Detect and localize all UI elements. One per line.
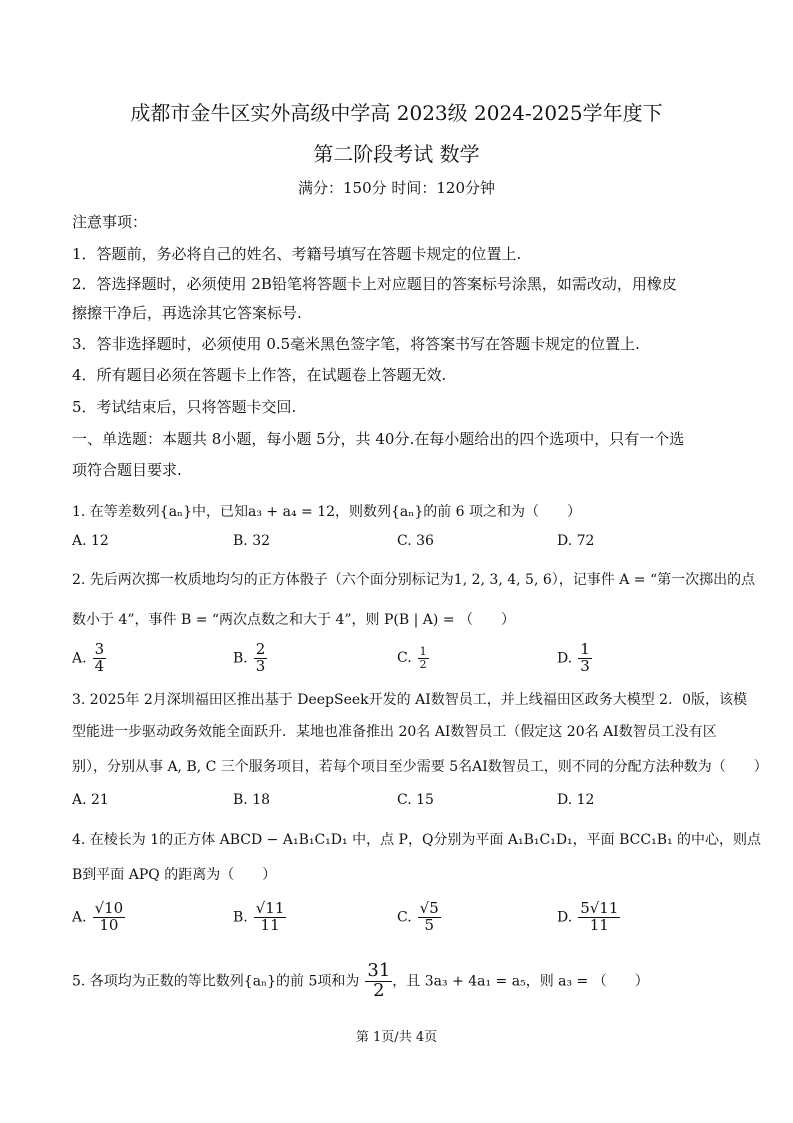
question-5-stem-part-2: ，且 3a₃ + 4a₁ = a₅，则 a₃ = （ ） [392, 973, 649, 990]
note-item: 2．答选择题时，必须使用 2B铅笔将答题卡上对应题目的答案标号涂黑，如需改动，用橡皮 [72, 275, 677, 293]
section-heading-line-2: 项符合题目要求. [72, 461, 182, 479]
question-4-option-a: A. $\frac{√10}{10}$ [72, 899, 124, 934]
note-item: 1．答题前，务必将自己的姓名、考籍号填写在答题卡规定的位置上. [72, 245, 522, 263]
question-2-option-d: D. $\frac{1}{3}$ [557, 640, 590, 675]
question-4-stem-line-2: B到平面 APQ 的距离为（ ） [72, 867, 277, 883]
question-4-option-d: D. $\frac{5√11}{11}$ [557, 899, 619, 934]
question-3-option-c: C. 15 [397, 792, 434, 808]
question-2-option-b: B. $\frac{2}{3}$ [233, 640, 266, 675]
note-item: 擦擦干净后，再选涂其它答案标号. [72, 304, 302, 322]
question-3-stem-line-1: 3. 2025年 2月深圳福田区推出基于 DeepSeek开发的 AI数智员工，并上线福田区政务大模型 2．0版，该模 [72, 692, 747, 708]
question-3-stem-line-2: 型能进一步驱动政务效能全面跃升．某地也准备推出 20名 AI数智员工（假定这 20名 AI数智员工没有区 [72, 724, 717, 740]
question-4-option-c: C. $\frac{√5}{5}$ [397, 899, 439, 934]
question-4-stem-line-1: 4. 在棱长为 1的正方体 ABCD − A₁B₁C₁D₁ 中，点 P，Q分别为平面 A₁B₁C₁D₁，平面 BCC₁B₁ 的中心，则点 [72, 832, 762, 848]
page-title-line-2: 第二阶段考试 数学 [313, 142, 480, 166]
question-3-stem-line-3: 别），分别从事 A, B, C 三个服务项目，若每个项目至少需要 5名AI数智员工，则不同的分配方法种数为（ ） [72, 759, 768, 775]
question-2-stem-line-2: 数小于 4”，事件 B = “两次点数之和大于 4”，则 P(B | A) = （ ） [72, 612, 515, 628]
page-title-line-1: 成都市金牛区实外高级中学高 2023级 2024-2025学年度下 [130, 101, 663, 125]
question-3-option-d: D. 12 [557, 792, 595, 808]
page-footer: 第 1页/共 4页 [355, 1030, 438, 1045]
question-4-option-b: B. $\frac{√11}{11}$ [233, 899, 285, 934]
question-1-option-d: D. 72 [557, 533, 595, 549]
question-1-option-c: C. 36 [397, 533, 434, 549]
question-5-stem [72, 962, 649, 1001]
question-5-fraction: $\frac{31}{2}$ [367, 960, 391, 1001]
note-item: 3．答非选择题时，必须使用 0.5毫米黑色签字笔，将答案书写在答题卡规定的位置上. [72, 335, 640, 353]
note-item: 5．考试结束后，只将答题卡交回. [72, 398, 297, 416]
question-1-option-a: A. 12 [72, 533, 109, 549]
question-2-stem-line-1: 2. 先后两次掷一枚质地均匀的正方体骰子（六个面分别标记为1, 2, 3, 4, 5, 6），记事件 A = “第一次掷出的点 [72, 572, 756, 588]
question-1-option-b: B. 32 [233, 533, 271, 549]
question-3-option-a: A. 21 [72, 792, 109, 808]
note-item: 4．所有题目必须在答题卡上作答，在试题卷上答题无效. [72, 366, 447, 384]
question-2-option-c: C. $\frac{1}{2}$ [397, 645, 427, 671]
question-3-option-b: B. 18 [233, 792, 271, 808]
question-5-stem-part-1: 5. 各项均为正数的等比数列{aₙ}的前 5项和为 [72, 973, 360, 990]
question-1-stem: 1. 在等差数列{aₙ}中，已知a₃ + a₄ = 12，则数列{aₙ}的前 6 项之和为（ ） [72, 504, 582, 520]
section-heading-line-1: 一、单选题：本题共 8小题，每小题 5分，共 40分.在每小题给出的四个选项中，只有一个选 [72, 430, 685, 448]
question-2-option-a: A. $\frac{3}{4}$ [72, 640, 105, 675]
exam-meta: 满分：150分 时间：120分钟 [297, 179, 496, 197]
notes-heading: 注意事项： [72, 213, 148, 231]
